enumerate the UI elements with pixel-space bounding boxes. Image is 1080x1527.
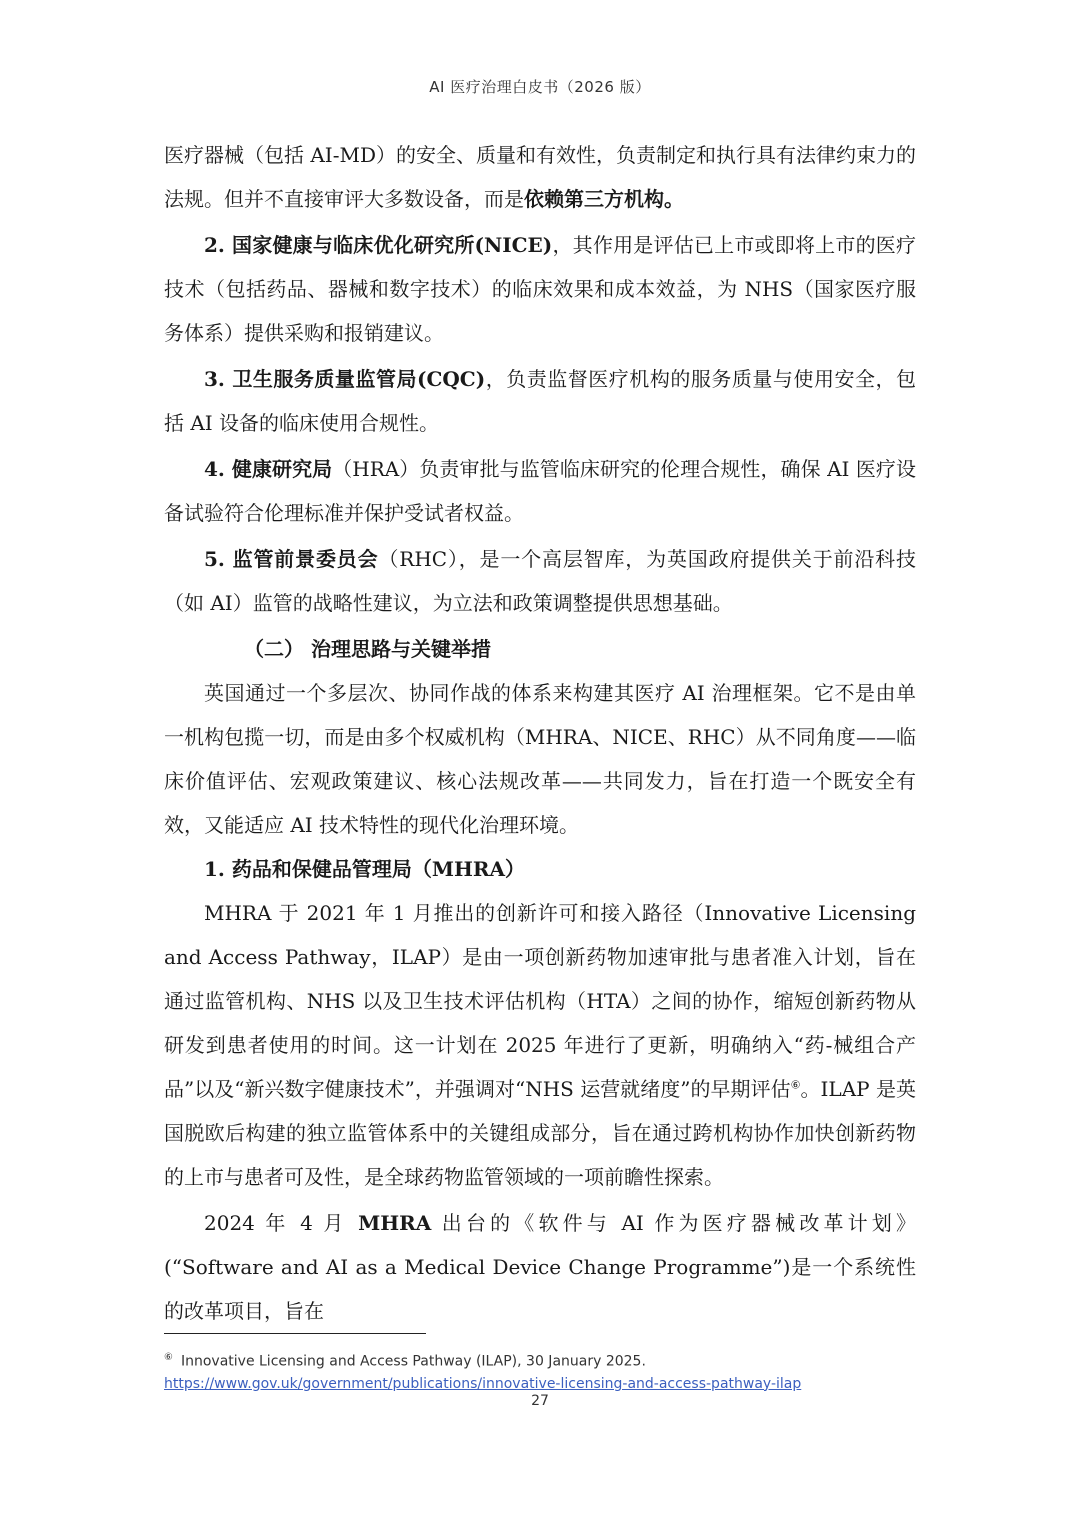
- section-heading: （二） 治理思路与关键举措: [244, 637, 491, 661]
- paragraph-ilap: MHRA 于 2021 年 1 月推出的创新许可和接入路径（Innovative Licensing and Access Pathway，ILAP）是由一项创新药物加速审批与患者准入计划，旨在通过监管机构、NHS 以及卫生技术评估机构（HTA）之间的协作，缩短创新药物从研发到患者使用的时间。这一计划在 2025 年进行了更新，明确纳入“药-械组合产品”以及“新兴数字健康技术”，并强调对“NHS 运营就绪度”的早期评估⑥。ILAP 是英国脱欧后构建的独立监管体系中的关键组成部分，旨在通过跨机构协作加快创新药物的上市与患者可及性，是全球药物监管领域的一项前瞻性探索。: [164, 901, 916, 1189]
- running-header: AI 医疗治理白皮书（2026 版）: [429, 78, 651, 96]
- list-item-nice: 2. 国家健康与临床优化研究所(NICE)，其作用是评估已上市或即将上市的医疗技术（包括药品、器械和数字技术）的临床效果和成本效益，为 NHS（国家医疗服务体系）提供采购和报销建议。: [164, 233, 916, 345]
- section-intro-paragraph: 英国通过一个多层次、协同作战的体系来构建其医疗 AI 治理框架。它不是由单一机构包揽一切，而是由多个权威机构（MHRA、NICE、RHC）从不同角度——临床价值评估、宏观政策建议、核心法规改革——共同发力，旨在打造一个既安全有效，又能适应 AI 技术特性的现代化治理环境。: [164, 681, 916, 837]
- footnote: [164, 1347, 916, 1395]
- list-item-rhc: 5. 监管前景委员会（RHC），是一个高层智库，为英国政府提供关于前沿科技（如 AI）监管的战略性建议，为立法和政策调整提供思想基础。: [164, 547, 916, 615]
- footnote-divider: [164, 1333, 426, 1334]
- footnote-link[interactable]: https://www.gov.uk/government/publications/innovative-licensing-and-access-pathway-ilap: [164, 1375, 802, 1392]
- body-text: [164, 133, 916, 1333]
- paragraph-mhra-role: 医疗器械（包括 AI-MD）的安全、质量和有效性，负责制定和执行具有法律约束力的法规。但并不直接审评大多数设备，而是依赖第三方机构。: [164, 143, 916, 211]
- list-item-hra: 4. 健康研究局（HRA）负责审批与监管临床研究的伦理合规性，确保 AI 医疗设备试验符合伦理标准并保护受试者权益。: [164, 457, 916, 525]
- footnote-text-line: ⑥ Innovative Licensing and Access Pathway (ILAP), 30 January 2025.: [164, 1352, 646, 1370]
- footnote-marker: ⑥: [164, 1352, 173, 1363]
- sub-heading-mhra: 1. 药品和保健品管理局（MHRA）: [204, 857, 526, 881]
- list-item-cqc: 3. 卫生服务质量监管局(CQC)，负责监督医疗机构的服务质量与使用安全，包括 AI 设备的临床使用合规性。: [164, 367, 917, 435]
- footnote-link-line: [164, 1373, 916, 1395]
- footnote-reference[interactable]: ⑥: [790, 1078, 801, 1092]
- page-number: 27: [531, 1393, 549, 1409]
- paragraph-software-ai-programme: 2024 年 4 月 MHRA 出台的《软件与 AI 作为医疗器械改革计划》(“Software and AI as a Medical Device Change Programme”)是一个系统性的改革项目，旨在: [164, 1211, 916, 1323]
